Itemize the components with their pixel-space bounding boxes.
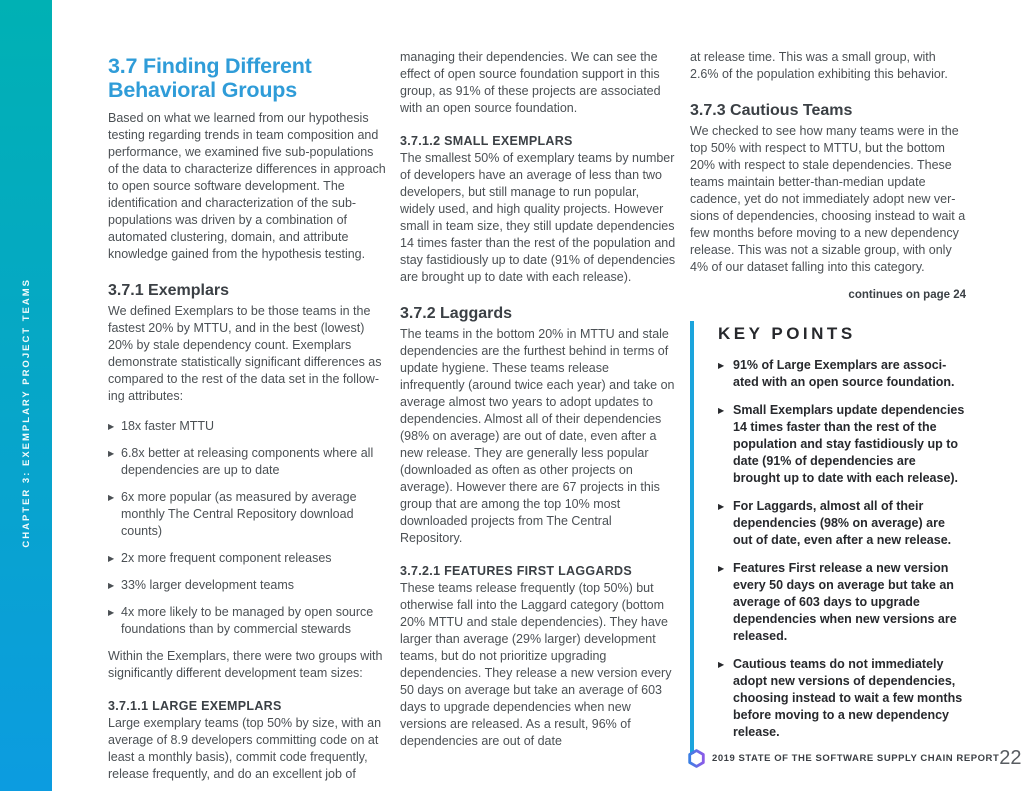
bullet-triangle-icon: ▶ bbox=[718, 564, 725, 573]
section-3-7-intro: Based on what we learned from our hypothesis testing regarding trends in team composition and performance, we examined five sub-populations of the data to characterize differences in approach to open source software development. The identification and characterization of the sub-populations was driven by a combination of automated clustering, domain, and attribute knowledge gained from the hypothesis testing. bbox=[108, 111, 386, 261]
section-3-7-3-body: We checked to see how many teams were in the top 50% with respect to MTTU, but the bottom 20% with respect to stale dependencies. These teams maintain better-than-median update cadence, yet do not immediately adopt new versions of dependencies, choosing instead to wait a few months before moving to a new dependency release. This was not a sizable group, with only 4% of our dataset falling into this category. bbox=[690, 124, 966, 274]
bullet-triangle-icon: ▶ bbox=[718, 502, 725, 511]
bullet-triangle-icon: ▶ bbox=[108, 493, 115, 502]
list-item-text: 2x more frequent component releases bbox=[121, 551, 332, 565]
section-3-7-1-2-body: The smallest 50% of exemplary teams by number of developers have an average of less than two developers, but still manage to run popular, widely used, and high quality projects. However small in team size, they still update dependencies 14 times faster than the rest of the population and stay fastidiously up to date (91% of dependencies are brought up to date with each release). bbox=[400, 151, 676, 284]
section-3-7-2-heading: 3.7.2 Laggards bbox=[400, 305, 513, 322]
large-exemplars-continued: managing their dependencies. We can see the effect of open source foundation support in this group, as 91% of these projects are associated with an open source foundation. bbox=[400, 50, 661, 115]
list-item-text: 6.8x better at releasing components where all dependencies are up to date bbox=[121, 446, 374, 477]
section-3-7-2-1-heading: 3.7.2.1 FEATURES FIRST LAGGARDS bbox=[400, 564, 633, 578]
bullet-triangle-icon: ▶ bbox=[108, 608, 115, 617]
key-point-item bbox=[718, 560, 966, 645]
bullet-triangle-icon: ▶ bbox=[108, 422, 115, 431]
page-footer bbox=[688, 746, 1022, 770]
key-point-item bbox=[718, 656, 966, 741]
list-item bbox=[108, 489, 386, 540]
list-item-text: 4x more likely to be managed by open source foundations than by commercial stewards bbox=[121, 605, 374, 636]
section-3-7-heading: 3.7 Finding Different Behavioral Groups bbox=[108, 54, 312, 102]
section-3-7-1-2-heading: 3.7.1.2 SMALL EXEMPLARS bbox=[400, 134, 573, 148]
chapter-sidebar-bar bbox=[0, 0, 52, 791]
list-item bbox=[108, 445, 386, 479]
list-item bbox=[108, 418, 386, 435]
list-item-text: 18x faster MTTU bbox=[121, 419, 215, 433]
section-3-7-1-body: We defined Exemplars to be those teams in the fastest 20% by MTTU, and in the best (lowest) 20% by stale dependency count. Exemplars demonstrate statistically significant differences as compared to the rest of the data set in the following attributes: bbox=[108, 304, 382, 403]
key-point-text: Cautious teams do not immediately adopt new versions of dependencies, choosing instead to wait a few months before moving to a new dependency release. bbox=[733, 657, 963, 739]
section-3-7-2-body: The teams in the bottom 20% in MTTU and stale dependencies are the furthest behind in terms of update hygiene. These teams release infrequently (around twice each year) and take on average almost two years to adopt updates to dependencies. Almost all of their dependencies (98% on average) are out of date, even after a new release. They are generally less popular (downloaded as often as other projects on average). However there are 67 projects in this group that are among the top 10% most downloaded projects from The Central Repository. bbox=[400, 327, 675, 545]
bullet-triangle-icon: ▶ bbox=[718, 361, 725, 370]
bullet-triangle-icon: ▶ bbox=[108, 581, 115, 590]
column-1 bbox=[108, 55, 386, 794]
list-item bbox=[108, 604, 386, 638]
key-point-item bbox=[718, 498, 966, 549]
key-point-item bbox=[718, 357, 966, 391]
bullet-triangle-icon: ▶ bbox=[718, 406, 725, 415]
chapter-label: CHAPTER 3: EXEMPLARY PROJECT TEAMS bbox=[20, 277, 32, 548]
laggards-continued: at release time. This was a small group, with 2.6% of the population exhibiting this behavior. bbox=[690, 50, 948, 81]
section-3-7-2-1-body: These teams release frequently (top 50%) but otherwise fall into the Laggard category (bottom 20% MTTU and stale dependencies). They have larger than average (29% larger) development teams, but do not prioritize upgrading dependencies. They release a new version every 50 days on average but take an average of 603 days to upgrade dependencies when new versions are released. As a result, 96% of dependencies are out of date bbox=[400, 581, 672, 748]
section-3-7-1-1-heading: 3.7.1.1 LARGE EXEMPLARS bbox=[108, 699, 282, 713]
section-3-7-1-1-body: Large exemplary teams (top 50% by size, with an average of 8.9 developers committing code on at least a monthly basis), commit code frequently, release frequently, and do an excellent job of bbox=[108, 716, 382, 781]
section-3-7-3-heading: 3.7.3 Cautious Teams bbox=[690, 102, 853, 119]
continues-note: continues on page 24 bbox=[848, 289, 966, 301]
report-title: 2019 STATE OF THE SOFTWARE SUPPLY CHAIN REPORT bbox=[712, 752, 1000, 764]
list-item bbox=[108, 550, 386, 567]
bullet-triangle-icon: ▶ bbox=[108, 554, 115, 563]
key-points-title: KEY POINTS bbox=[718, 324, 856, 343]
column-3 bbox=[690, 49, 966, 754]
key-point-text: 91% of Large Exemplars are associated with an open source foundation. bbox=[733, 358, 955, 389]
key-point-text: For Laggards, almost all of their dependencies (98% on average) are out of date, even after a new release. bbox=[733, 499, 952, 547]
key-point-text: Features First release a new version every 50 days on average but take an average of 603 days to upgrade dependencies when new versions are released. bbox=[733, 561, 957, 643]
page-number: 22 bbox=[999, 746, 1022, 769]
bullet-triangle-icon: ▶ bbox=[108, 449, 115, 458]
key-point-item bbox=[718, 402, 966, 487]
section-3-7-1-heading: 3.7.1 Exemplars bbox=[108, 282, 229, 299]
key-points-callout bbox=[690, 321, 966, 754]
list-item bbox=[108, 577, 386, 594]
sonatype-hexagon-icon bbox=[688, 749, 705, 768]
exemplar-groups-note: Within the Exemplars, there were two groups with significantly different development team sizes: bbox=[108, 649, 383, 680]
exemplar-attributes-list bbox=[108, 418, 386, 638]
column-2 bbox=[400, 49, 677, 761]
bullet-triangle-icon: ▶ bbox=[718, 660, 725, 669]
list-item-text: 33% larger development teams bbox=[121, 578, 295, 592]
key-point-text: Small Exemplars update dependencies 14 times faster than the rest of the population and stay fastidiously up to date (91% of dependencies are brought up to date with each release). bbox=[733, 403, 965, 485]
list-item-text: 6x more popular (as measured by average monthly The Central Repository download counts) bbox=[121, 490, 357, 538]
